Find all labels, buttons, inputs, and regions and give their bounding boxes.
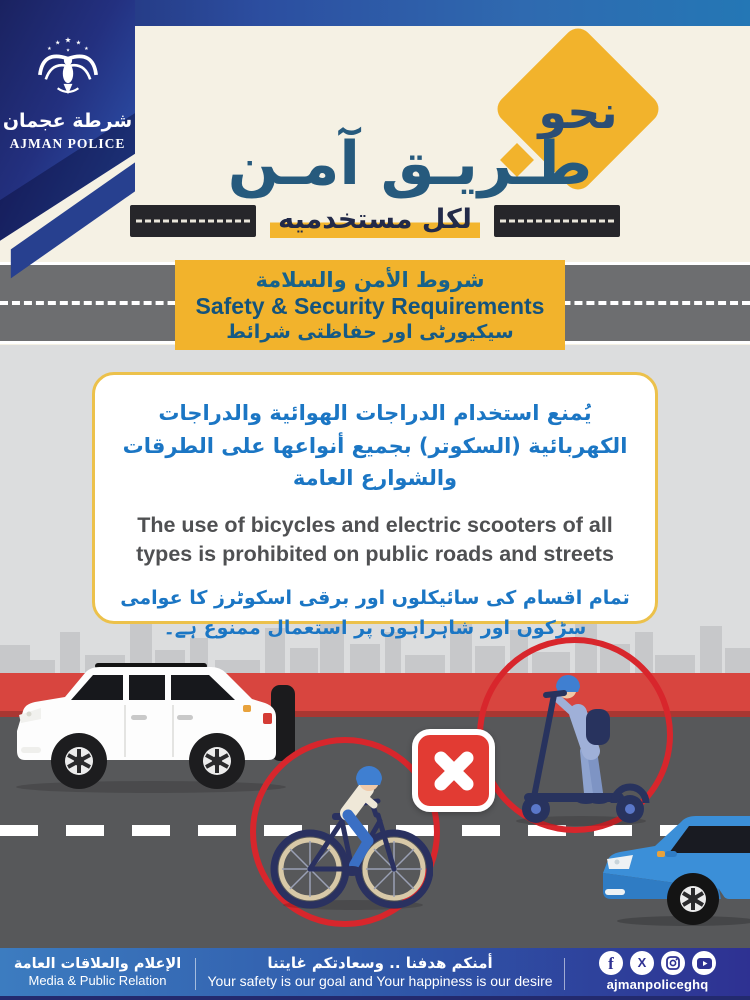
- department-arabic: الإعلام والعلاقات العامة: [13, 956, 182, 973]
- department-english: Media & Public Relation: [28, 973, 167, 989]
- police-ribbon: [0, 0, 135, 290]
- road-segment-icon: [494, 205, 620, 237]
- banner-arabic: شروط الأمن والسلامة: [255, 267, 485, 292]
- cyclist-illustration: [268, 753, 433, 913]
- svg-text:★: ★: [84, 45, 89, 52]
- footer-slogan: [196, 954, 564, 993]
- youtube-icon[interactable]: [692, 951, 716, 975]
- prohibited-x-icon: [412, 729, 495, 812]
- slogan-english: Your safety is our goal and Your happiness is our desire: [207, 973, 553, 990]
- footer-social: [565, 951, 750, 996]
- ajman-police-eagle-icon: [31, 32, 105, 112]
- facebook-icon[interactable]: f: [599, 951, 623, 975]
- svg-text:★: ★: [66, 47, 70, 53]
- social-icons-row: [599, 951, 716, 975]
- footer-department: [0, 955, 195, 992]
- poster-title: طـريـق آمـن: [227, 129, 593, 199]
- svg-text:★: ★: [47, 45, 52, 52]
- notice-english: The use of bicycles and electric scooters of all types is prohibited on public roads and streets: [136, 512, 614, 566]
- poster-subtitle: لكل مستخدميه: [270, 204, 480, 238]
- notice-urdu: تمام اقسام کی سائیکلوں اور برقی اسکوٹرز کا عوامی سڑکوں اور شاہراہوں پر استعمال ممنوع ہے۔: [120, 586, 630, 640]
- slogan-arabic: أمنكم هدفنا .. وسعادتكم غايتنا: [267, 954, 493, 973]
- x-twitter-icon[interactable]: X: [630, 951, 654, 975]
- logo-english-name: AJMAN POLICE: [9, 136, 126, 151]
- scooter-rider-illustration: [496, 651, 656, 829]
- social-handle: ajmanpoliceghq: [606, 977, 709, 993]
- svg-text:★: ★: [54, 40, 61, 47]
- road-segment-icon: [130, 205, 256, 237]
- logo-arabic-calligraphy: شرطة عجمان: [2, 110, 133, 132]
- footer-bar: [0, 948, 750, 1000]
- notice-arabic: يُمنع استخدام الدراجات الهوائية والدراجات الكهربائية (السكوتر) بجميع أنواعها على الطرقات والشوارع العامة: [122, 401, 628, 491]
- svg-text:★: ★: [64, 35, 72, 45]
- instagram-icon[interactable]: [661, 951, 685, 975]
- prohibition-notice-box: [92, 372, 658, 640]
- banner-urdu: سیکیورٹی اور حفاظتی شرائط: [226, 320, 514, 343]
- banner-english: Safety & Security Requirements: [195, 292, 545, 319]
- diamond-word: نحو: [538, 85, 618, 139]
- svg-text:★: ★: [75, 40, 82, 47]
- white-suv-illustration: [5, 657, 297, 795]
- blue-car-illustration: [597, 811, 750, 927]
- requirements-banner: [175, 260, 565, 350]
